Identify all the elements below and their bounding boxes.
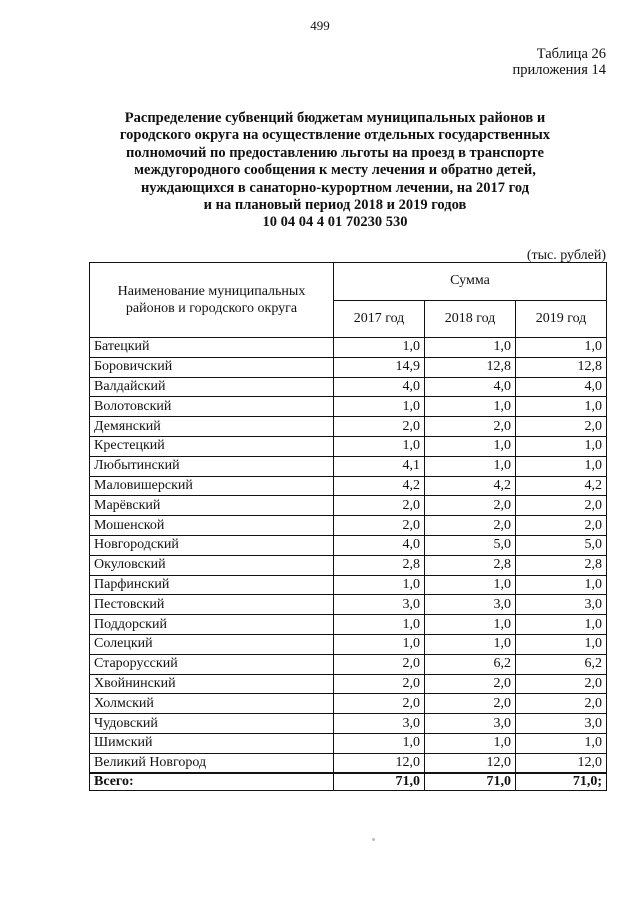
value-2018: 5,0 xyxy=(425,535,516,555)
table-row xyxy=(90,436,607,456)
value-2017: 4,0 xyxy=(334,377,425,397)
table-row xyxy=(90,654,607,674)
page-number: 499 xyxy=(310,18,330,33)
value-2018: 1,0 xyxy=(425,397,516,417)
district-name: Старорусский xyxy=(90,654,334,674)
value-2019: 12,0 xyxy=(516,753,607,773)
district-name: Маловишерский xyxy=(90,476,334,496)
table-row xyxy=(90,674,607,694)
table-row xyxy=(90,575,607,595)
value-2018: 6,2 xyxy=(425,654,516,674)
value-2018: 1,0 xyxy=(425,615,516,635)
table-row xyxy=(90,377,607,397)
value-2018: 2,0 xyxy=(425,694,516,714)
value-2017: 1,0 xyxy=(334,634,425,654)
value-2019: 2,0 xyxy=(516,496,607,516)
value-2019: 4,0 xyxy=(516,377,607,397)
value-2018: 12,0 xyxy=(425,753,516,773)
value-2017: 2,0 xyxy=(334,417,425,437)
district-name: Марёвский xyxy=(90,496,334,516)
value-2019: 12,8 xyxy=(516,357,607,377)
value-2018: 4,0 xyxy=(425,377,516,397)
value-2018: 1,0 xyxy=(425,575,516,595)
value-2017: 4,0 xyxy=(334,535,425,555)
value-2019: 1,0 xyxy=(516,338,607,358)
district-name: Крестецкий xyxy=(90,436,334,456)
table-reference-line: Таблица 26 xyxy=(536,46,606,62)
value-2017: 3,0 xyxy=(334,595,425,615)
district-name: Шимский xyxy=(90,733,334,753)
column-header-name: Наименование муниципальных районов и городского округа xyxy=(90,263,334,338)
district-name: Демянский xyxy=(90,417,334,437)
table-row xyxy=(90,733,607,753)
district-name: Новгородский xyxy=(90,535,334,555)
value-2017: 4,2 xyxy=(334,476,425,496)
value-2018: 2,0 xyxy=(425,674,516,694)
table-row xyxy=(90,476,607,496)
value-2018: 2,0 xyxy=(425,516,516,536)
value-2019: 4,2 xyxy=(516,476,607,496)
subventions-table xyxy=(89,262,607,791)
district-name: Хвойнинский xyxy=(90,674,334,694)
total-2017: 71,0 xyxy=(334,773,425,791)
value-2017: 1,0 xyxy=(334,615,425,635)
value-2017: 12,0 xyxy=(334,753,425,773)
value-2017: 2,8 xyxy=(334,555,425,575)
total-label: Всего: xyxy=(90,773,334,791)
heading-line: городского округа на осуществление отдельных государственных xyxy=(119,127,551,144)
district-name: Окуловский xyxy=(90,555,334,575)
value-2019: 1,0 xyxy=(516,733,607,753)
value-2019: 1,0 xyxy=(516,615,607,635)
value-2019: 2,8 xyxy=(516,555,607,575)
table-row xyxy=(90,615,607,635)
total-row xyxy=(90,773,607,791)
district-name: Боровичский xyxy=(90,357,334,377)
value-2018: 1,0 xyxy=(425,436,516,456)
value-2018: 1,0 xyxy=(425,456,516,476)
units-label: (тыс. рублей) xyxy=(526,248,606,263)
value-2017: 14,9 xyxy=(334,357,425,377)
total-2018: 71,0 xyxy=(425,773,516,791)
value-2019: 2,0 xyxy=(516,674,607,694)
column-header-sum: Сумма xyxy=(334,263,607,301)
value-2019: 6,2 xyxy=(516,654,607,674)
value-2019: 1,0 xyxy=(516,456,607,476)
value-2019: 1,0 xyxy=(516,634,607,654)
value-2019: 1,0 xyxy=(516,575,607,595)
value-2018: 3,0 xyxy=(425,595,516,615)
heading-line: полномочий по предоставлению льготы на проезд в транспорте xyxy=(126,144,544,161)
table-row xyxy=(90,555,607,575)
table-row xyxy=(90,595,607,615)
district-name: Валдайский xyxy=(90,377,334,397)
table-row xyxy=(90,417,607,437)
scan-speck xyxy=(372,838,375,841)
table-row xyxy=(90,516,607,536)
district-name: Парфинский xyxy=(90,575,334,595)
value-2017: 2,0 xyxy=(334,674,425,694)
table-reference xyxy=(513,46,606,78)
value-2019: 2,0 xyxy=(516,417,607,437)
value-2018: 2,0 xyxy=(425,417,516,437)
column-header-year: 2018 год xyxy=(425,300,516,338)
district-name: Холмский xyxy=(90,694,334,714)
value-2017: 2,0 xyxy=(334,516,425,536)
total-2019: 71,0; xyxy=(516,773,607,791)
value-2018: 3,0 xyxy=(425,714,516,734)
district-name: Солецкий xyxy=(90,634,334,654)
value-2019: 3,0 xyxy=(516,595,607,615)
value-2017: 1,0 xyxy=(334,733,425,753)
column-header-year: 2017 год xyxy=(334,300,425,338)
district-name: Любытинский xyxy=(90,456,334,476)
table-row xyxy=(90,535,607,555)
district-name: Волотовский xyxy=(90,397,334,417)
district-name: Мошенской xyxy=(90,516,334,536)
value-2017: 2,0 xyxy=(334,694,425,714)
heading-line: междугородного сообщения к месту лечения и обратно детей, xyxy=(134,162,536,179)
value-2017: 1,0 xyxy=(334,436,425,456)
document-heading xyxy=(70,110,600,232)
value-2018: 1,0 xyxy=(425,338,516,358)
district-name: Поддорский xyxy=(90,615,334,635)
table-row xyxy=(90,753,607,773)
value-2018: 1,0 xyxy=(425,733,516,753)
table-row xyxy=(90,496,607,516)
value-2019: 2,0 xyxy=(516,694,607,714)
heading-line: Распределение субвенций бюджетам муниципальных районов и xyxy=(124,110,546,126)
value-2017: 1,0 xyxy=(334,575,425,595)
value-2018: 2,0 xyxy=(425,496,516,516)
table-reference-line: приложения 14 xyxy=(512,62,606,78)
value-2018: 4,2 xyxy=(425,476,516,496)
value-2018: 2,8 xyxy=(425,555,516,575)
district-name: Батецкий xyxy=(90,338,334,358)
value-2019: 1,0 xyxy=(516,436,607,456)
value-2018: 1,0 xyxy=(425,634,516,654)
heading-line: 10 04 04 4 01 70230 530 xyxy=(262,214,408,231)
table-row xyxy=(90,714,607,734)
value-2017: 1,0 xyxy=(334,397,425,417)
table-row xyxy=(90,456,607,476)
table-row xyxy=(90,357,607,377)
district-name: Великий Новгород xyxy=(90,753,334,773)
district-name: Пестовский xyxy=(90,595,334,615)
heading-line: и на плановый период 2018 и 2019 годов xyxy=(203,197,467,214)
value-2017: 3,0 xyxy=(334,714,425,734)
value-2019: 5,0 xyxy=(516,535,607,555)
value-2017: 4,1 xyxy=(334,456,425,476)
table-row xyxy=(90,338,607,358)
table-row xyxy=(90,397,607,417)
value-2017: 2,0 xyxy=(334,654,425,674)
value-2018: 12,8 xyxy=(425,357,516,377)
value-2019: 2,0 xyxy=(516,516,607,536)
value-2019: 3,0 xyxy=(516,714,607,734)
value-2017: 1,0 xyxy=(334,338,425,358)
column-header-year: 2019 год xyxy=(516,300,607,338)
table-row xyxy=(90,694,607,714)
value-2017: 2,0 xyxy=(334,496,425,516)
district-name: Чудовский xyxy=(90,714,334,734)
table-row xyxy=(90,634,607,654)
value-2019: 1,0 xyxy=(516,397,607,417)
heading-line: нуждающихся в санаторно-курортном лечении, на 2017 год xyxy=(140,179,530,196)
